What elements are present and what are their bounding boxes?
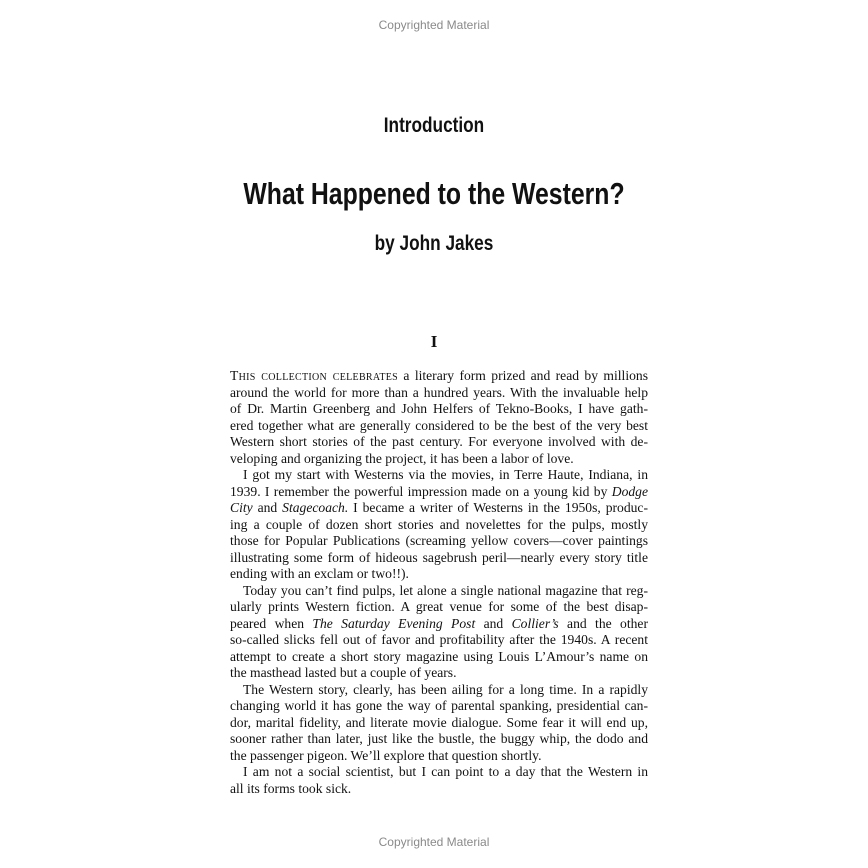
text-line: peared when The Saturday Evening Post and Collier’s and the other — [230, 615, 648, 631]
text-line: the passenger pigeon. We’ll explore that question shortly. — [230, 747, 542, 763]
text-line: the masthead lasted but a couple of years. — [230, 665, 457, 680]
chapter-byline: by John Jakes — [374, 232, 494, 255]
text-line: sooner rather than later, just like the bustle, the buggy whip, the dodo and — [230, 731, 648, 746]
chapter-title: What Happened to the Western? — [243, 176, 625, 211]
text-line: of Dr. Martin Greenberg and John Helfers of Tekno-Books, I have gath- — [230, 401, 648, 416]
text-line: veloping and organizing the project, it has been a labor of love. — [230, 450, 574, 466]
copyright-watermark-bottom: Copyrighted Material — [378, 835, 490, 849]
text-line: all its forms took sick. — [230, 780, 352, 796]
text-line: ularly prints Western fiction. A great venue for some of the best disap- — [230, 599, 648, 614]
text-line: ending with an exclam or two!!). — [230, 566, 409, 581]
section-number: I — [430, 332, 438, 351]
text-line: changing world it has gone the way of parental spanking, presidential can- — [230, 698, 648, 713]
text-line: 1939. I remember the powerful impression made on a young kid by Dodge — [230, 483, 648, 499]
text-line: Western short stories of the past century. For everyone involved with de- — [230, 434, 648, 449]
body-text — [230, 368, 648, 797]
text-line: dor, marital fidelity, and literate movie dialogue. Some fear it will end up, — [230, 714, 648, 730]
text-line: City and Stagecoach. I became a writer of Westerns in the 1950s, produc- — [230, 500, 648, 515]
text-line: around the world for more than a hundred years. With the invaluable help — [230, 384, 648, 400]
copyright-watermark-top: Copyrighted Material — [378, 18, 490, 32]
text-line: This collection celebrates a literary form prized and read by millions — [230, 368, 648, 383]
text-line: ing a couple of dozen short stories and novelettes for the pulps, mostly — [230, 516, 648, 532]
text-line: I am not a social scientist, but I can point to a day that the Western in — [243, 764, 648, 779]
text-line: illustrating some form of hideous sagebrush peril—nearly every story title — [230, 549, 648, 565]
text-line: Today you can’t find pulps, let alone a single national magazine that reg- — [243, 582, 648, 598]
chapter-kicker: Introduction — [383, 114, 485, 137]
text-line: The Western story, clearly, has been ailing for a long time. In a rapidly — [243, 681, 648, 697]
text-line: so-called slicks fell out of favor and profitability after the 1940s. A recent — [230, 632, 648, 647]
text-line: I got my start with Westerns via the movies, in Terre Haute, Indiana, in — [243, 467, 648, 482]
text-line: ered together what are generally considered to be the best of the very best — [230, 417, 648, 433]
text-line: attempt to create a short story magazine using Louis L’Amour’s name on — [230, 648, 648, 664]
text-line: those for Popular Publications (screaming yellow covers—cover paintings — [230, 533, 648, 548]
